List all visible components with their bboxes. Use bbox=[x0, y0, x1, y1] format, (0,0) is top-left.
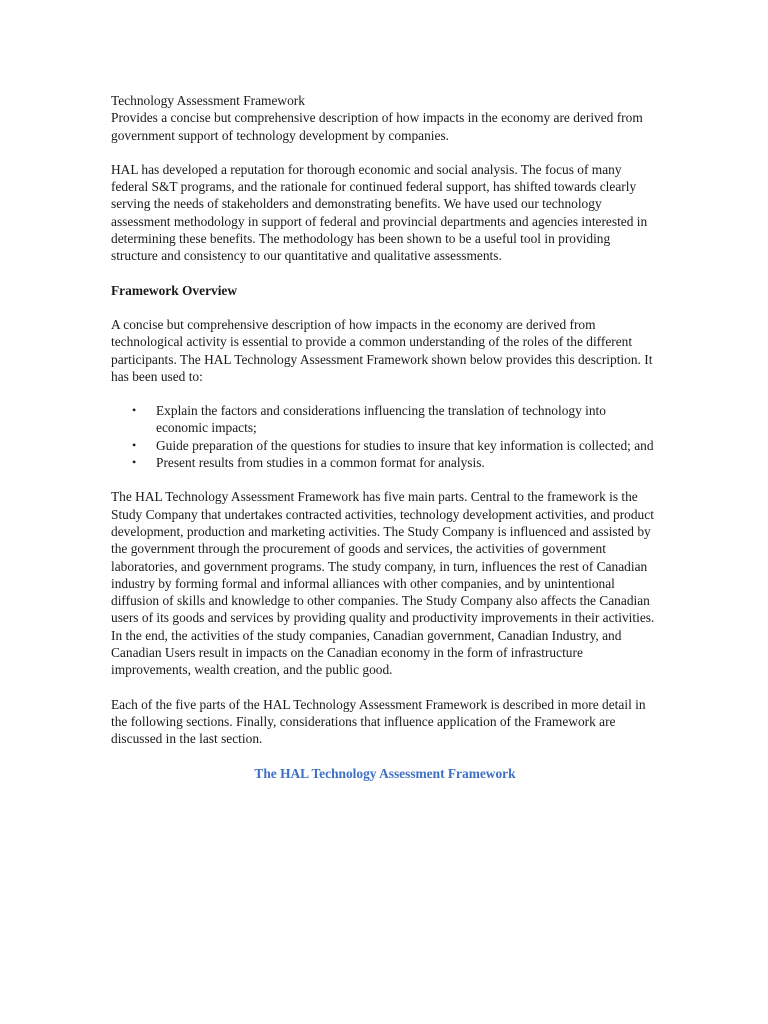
list-item bbox=[132, 454, 659, 471]
figure-caption: The HAL Technology Assessment Framework bbox=[254, 765, 516, 781]
five-parts-paragraph: The HAL Technology Assessment Framework has five main parts. Central to the framework is the Study Company that undertakes contracted activities, technology development activities, and product development, production and marketing activities. The Study Company is influenced and assisted by the government through the procurement of goods and services, the activities of government laboratories, and government programs. The study company, in turn, influences the rest of Canadian industry by forming formal and informal alliances with other companies, and by unintentional diffusion of skills and knowledge to other companies. The Study Company also affects the Canadian users of its goods and services by providing quality and productivity improvements in their activities. In the end, the activities of the study companies, Canadian government, Canadian Industry, and Canadian Users result in impacts on the Canadian economy in the form of infrastructure improvements, wealth creation, and the public good. bbox=[111, 489, 655, 678]
list-item bbox=[132, 402, 659, 437]
list-item-text: Present results from studies in a common format for analysis. bbox=[156, 455, 485, 471]
overview-paragraph: A concise but comprehensive description of how impacts in the economy are derived from technological activity is essential to provide a common understanding of the roles of the different participants. The HAL Technology Assessment Framework shown below provides this description. It has been used to: bbox=[111, 316, 653, 384]
list-item-text: Guide preparation of the questions for studies to insure that key information is collected; and bbox=[156, 437, 654, 453]
uses-list bbox=[111, 402, 659, 471]
list-item bbox=[132, 437, 659, 454]
framework-overview-heading: Framework Overview bbox=[111, 282, 238, 298]
list-item-text: Explain the factors and considerations influencing the translation of technology into economic impacts; bbox=[156, 403, 606, 436]
document-body bbox=[111, 92, 659, 782]
bullet-icon: • bbox=[132, 403, 137, 418]
hal-reputation-paragraph: HAL has developed a reputation for thorough economic and social analysis. The focus of many federal S&T programs, and the rationale for continued federal support, has shifted towards clearly serving the needs of stakeholders and demonstrating benefits. We have used our technology assessment methodology in support of federal and provincial departments and agencies interested in determining these benefits. The methodology has been shown to be a useful tool in providing structure and consistency to our quantitative and qualitative assessments. bbox=[111, 161, 648, 264]
document-title: Technology Assessment Framework bbox=[111, 93, 305, 108]
intro-paragraph: Provides a concise but comprehensive description of how impacts in the economy are derived from government support of technology development by companies. bbox=[111, 110, 643, 143]
sections-paragraph: Each of the five parts of the HAL Technology Assessment Framework is described in more detail in the following sections. Finally, considerations that influence application of the Framework are discussed in the last section. bbox=[111, 696, 646, 747]
bullet-icon: • bbox=[132, 455, 137, 470]
bullet-icon: • bbox=[132, 437, 137, 452]
